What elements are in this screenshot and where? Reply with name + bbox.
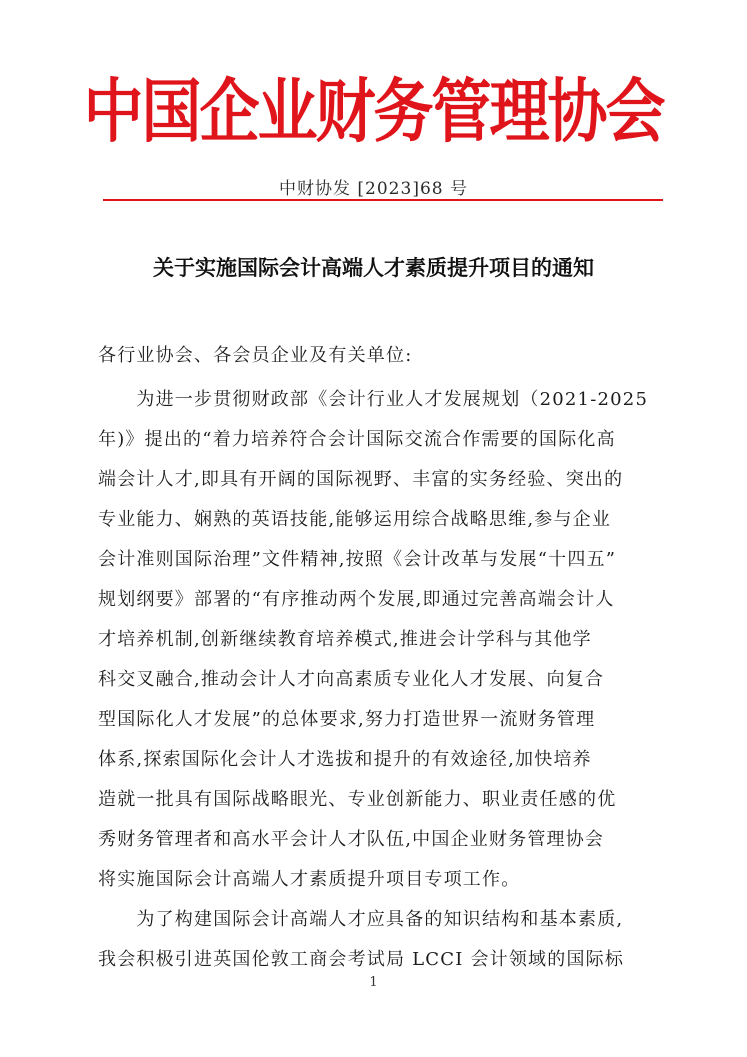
body-line: 为了构建国际会计高端人才应具备的知识结构和基本素质, [98, 909, 624, 930]
body-line: 体系,探索国际化会计人才选拔和提升的有效途径,加快培养 [98, 749, 592, 770]
salutation: 各行业协会、各会员企业及有关单位: [98, 345, 413, 366]
red-divider-line [103, 199, 663, 201]
body-line: 规划纲要》部署的“有序推动两个发展,即通过完善高端会计人 [98, 589, 615, 610]
body-line: 专业能力、娴熟的英语技能,能够运用综合战略思维,参与企业 [98, 509, 612, 530]
body-line: 年)》提出的“着力培养符合会计国际交流合作需要的国际化高 [98, 429, 616, 450]
body-line: 端会计人才,即具有开阔的国际视野、丰富的实务经验、突出的 [98, 469, 624, 490]
body-line: 将实施国际会计高端人才素质提升项目专项工作。 [98, 869, 521, 890]
notice-title: 关于实施国际会计高端人才素质提升项目的通知 [153, 256, 594, 280]
body-line: 科交叉融合,推动会计人才向高素质专业化人才发展、向复合 [98, 669, 605, 690]
body-line: 才培养机制,创新继续教育培养模式,推进会计学科与其他学 [98, 629, 592, 650]
organization-letterhead: 中国企业财务管理协会 [83, 71, 664, 153]
page-number: 1 [369, 975, 378, 990]
body-line: 秀财务管理者和高水平会计人才队伍,中国企业财务管理协会 [98, 829, 605, 850]
document-number: 中财协发 [2023]68 号 [279, 179, 468, 199]
body-line: 会计准则国际治理”文件精神,按照《会计改革与发展“十四五” [98, 549, 617, 570]
body-line: 型国际化人才发展”的总体要求,努力打造世界一流财务管理 [98, 709, 596, 730]
body-line: 我会积极引进英国伦敦工商会考试局 LCCI 会计领域的国际标 [98, 949, 625, 970]
body-line: 为进一步贯彻财政部《会计行业人才发展规划（2021-2025 [98, 389, 649, 410]
body-line: 造就一批具有国际战略眼光、专业创新能力、职业责任感的优 [98, 789, 617, 810]
